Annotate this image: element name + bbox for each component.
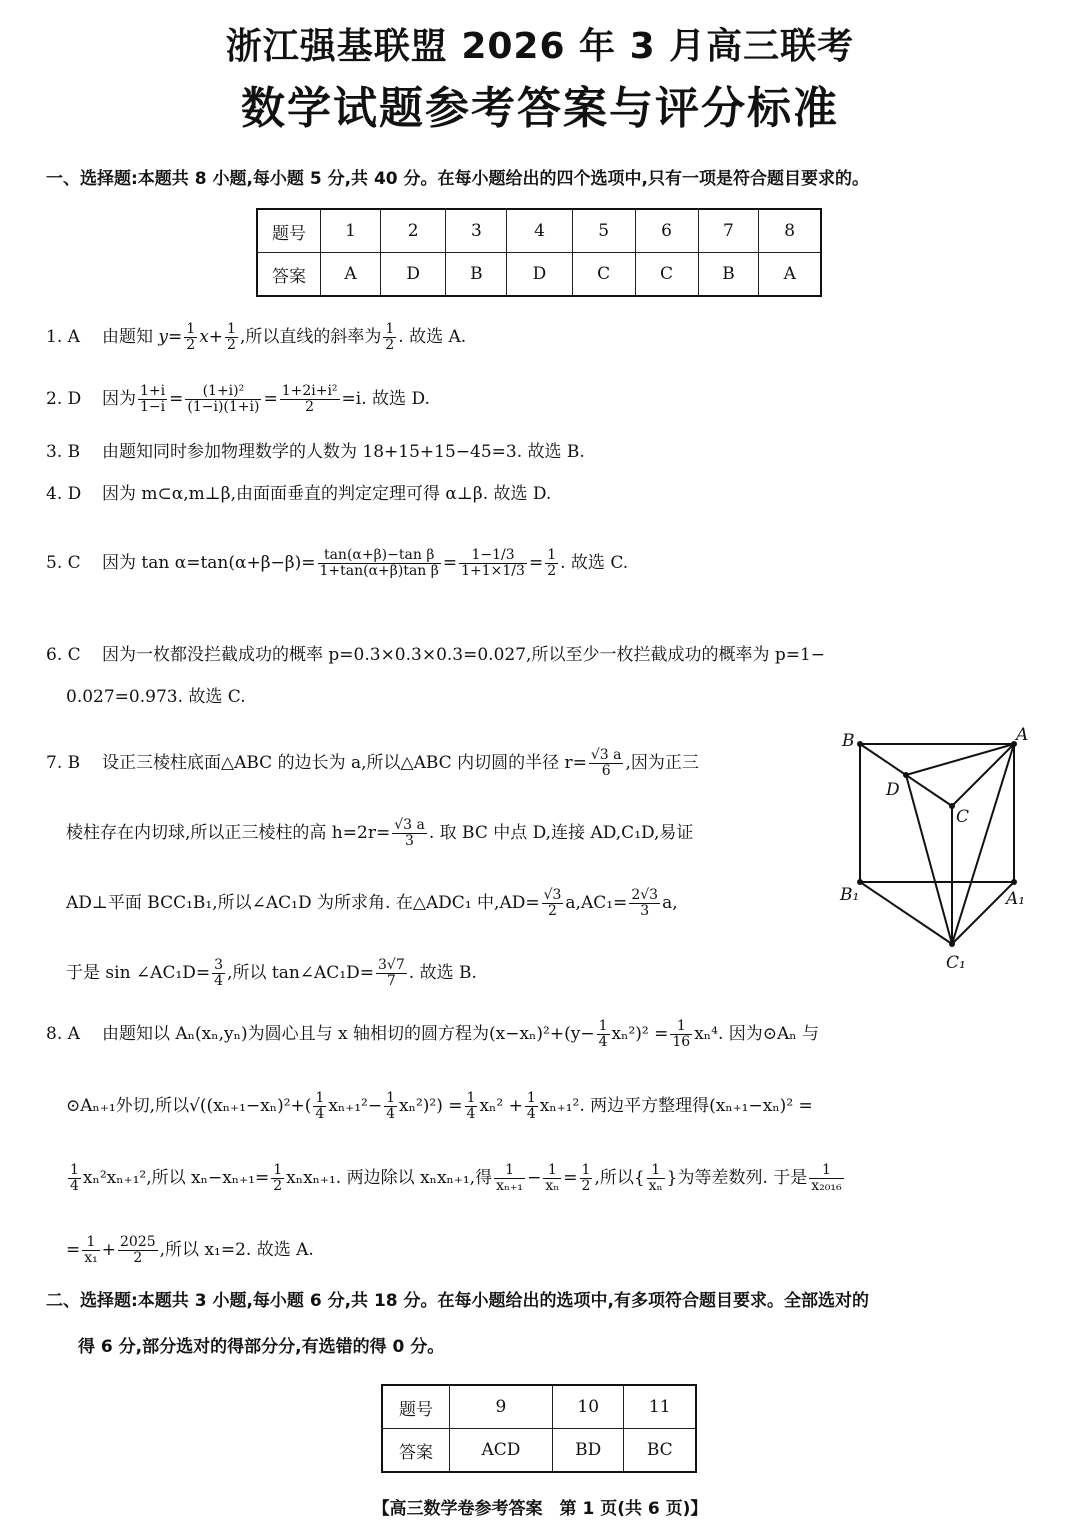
table-row xyxy=(382,1429,696,1473)
table-cell: A xyxy=(759,253,821,297)
table-cell: BD xyxy=(552,1429,624,1473)
section1-heading: 一、选择题:本题共 8 小题,每小题 5 分,共 40 分。在每小题给出的四个选项中,只有一项是符合题目要求的。 xyxy=(46,169,869,189)
table-cell: 2 xyxy=(381,209,446,253)
table-cell: A xyxy=(321,253,381,297)
answer-table-2 xyxy=(381,1384,697,1473)
table-cell: 题号 xyxy=(257,209,321,253)
answer-table-1 xyxy=(256,208,822,297)
table-cell: 8 xyxy=(759,209,821,253)
table-cell: D xyxy=(381,253,446,297)
solution-number: 4. D xyxy=(46,484,82,504)
solution-number: 5. C xyxy=(46,553,81,573)
label-C: C xyxy=(956,807,970,827)
solution-number: 3. B xyxy=(46,442,81,462)
table-cell: D xyxy=(507,253,572,297)
table-cell: BC xyxy=(624,1429,696,1473)
solution-number: 2. D xyxy=(46,389,82,409)
solution-number: 6. C xyxy=(46,645,81,665)
table-cell: 答案 xyxy=(257,253,321,297)
table-row xyxy=(257,253,821,297)
solution-4: 4. D 因为 m⊂α,m⊥β,由面面垂直的判定定理可得 α⊥β. 故选 D. xyxy=(46,484,552,504)
solution-3: 3. B 由题知同时参加物理数学的人数为 18+15+15−45=3. 故选 B. xyxy=(46,442,585,462)
table-cell: ACD xyxy=(450,1429,553,1473)
label-A: A xyxy=(1016,725,1029,745)
table-cell: 9 xyxy=(450,1385,553,1429)
solution-8: 8. A 由题知以 Aₙ(xₙ,yₙ)为圆心且与 x 轴相切的圆方程为(x−xₙ)²+(y− $\frac{1}{4}$ xₙ²)² = $\frac{1}{16}$ xₙ⁴. 因为⊙Aₙ 与 ⊙Aₙ₊₁外切,所以√((xₙ₊₁−xₙ)²+( $\frac{1}{4}$ xₙ₊₁²− $\frac{1}{4}$ xₙ²)²) = $\frac{1}{4}$ xₙ² + $\frac{1}{4}$ xₙ₊₁². 两边平方整理得(xₙ₊₁−xₙ)² = $\frac{1}{4}$ xₙ²xₙ₊₁²,所以 xₙ−xₙ₊₁= $\frac{1}{2}$ xₙxₙ₊₁. 两边除以 xₙxₙ₊₁,得 $\frac{1}{\text{xₙ₊₁}}$ − $\frac{1}{\text{xₙ}}$ = $\frac{1}{2}$ ,所以{ $\frac{1}{\text{xₙ}}$ }为等差数列. 于是 $\frac{1}{\text{x₂₀₁₆}}$ = $\frac{1}{\text{x₁}}$ + $\frac{2025}{2}$ ,所以 x₁=2. 故选 A. xyxy=(46,998,1036,1286)
label-A1: A₁ xyxy=(1006,889,1026,909)
solution-7: 7. B 设正三棱柱底面△ABC 的边长为 a,所以△ABC 内切圆的半径 r= $\frac{√3 a}{6}$ ,因为正三 棱柱存在内切球,所以正三棱柱的高 h=2r= $\frac{√3 a}{3}$ . 取 BC 中点 D,连接 AD,C₁D,易证 AD⊥平面 BCC₁B₁,所以∠AC₁D 为所求角. 在△ADC₁ 中,AD= $\frac{√3}{2}$ a,AC₁= $\frac{2√3}{3}$ a, 于是 sin ∠AC₁D= $\frac{3}{4}$ ,所以 tan∠AC₁D= $\frac{3√7}{7}$ . 故选 B. xyxy=(46,728,826,1008)
table-cell: 7 xyxy=(698,209,759,253)
solution-number: 8. A xyxy=(46,1024,80,1044)
solution-6: 6. C 因为一枚都没拦截成功的概率 p=0.3×0.3×0.3=0.027,所以至少一枚拦截成功的概率为 p=1− 0.027=0.973. 故选 C. xyxy=(46,634,1036,718)
table-cell: 10 xyxy=(552,1385,624,1429)
page-title: 浙江强基联盟 2026 年 3 月高三联考 xyxy=(225,26,855,67)
table-row xyxy=(382,1385,696,1429)
solution-number: 1. A xyxy=(46,327,80,347)
label-D: D xyxy=(886,780,900,800)
label-B: B xyxy=(842,731,855,751)
table-cell: B xyxy=(446,253,507,297)
table-cell: 6 xyxy=(635,209,698,253)
section2-heading: 二、选择题:本题共 3 小题,每小题 6 分,共 18 分。在每小题给出的选项中,有多项符合题目要求。全部选对的 得 6 分,部分选对的得部分分,有选错的得 0 分。 xyxy=(46,1291,869,1357)
prism-figure xyxy=(838,722,1038,974)
table-cell: 答案 xyxy=(382,1429,450,1473)
solution-5: 5. C 因为 tan α=tan(α+β−β)= $\frac{\text{tan(α+β)−tan β}}{\text{1+tan(α+β)tan β}}$ = $\frac{1-1/3}{1+1\times 1/3}$ = $\frac{1}{2}$ . 故选 C. xyxy=(46,547,629,579)
table-cell: C xyxy=(635,253,698,297)
page-footer: 【高三数学卷参考答案 第 1 页(共 6 页)】 xyxy=(372,1499,708,1519)
page-subtitle: 数学试题参考答案与评分标准 xyxy=(241,83,839,134)
table-cell: 11 xyxy=(624,1385,696,1429)
table-cell: 题号 xyxy=(382,1385,450,1429)
label-B1: B₁ xyxy=(840,885,860,905)
solution-number: 7. B xyxy=(46,753,81,773)
solution-1: 1. A 由题知 y= $\frac{1}{2}$ x+ $\frac{1}{2}$ ,所以直线的斜率为 $\frac{1}{2}$ . 故选 A. xyxy=(46,321,467,353)
table-cell: 4 xyxy=(507,209,572,253)
table-cell: 3 xyxy=(446,209,507,253)
label-C1: C₁ xyxy=(946,953,966,973)
table-cell: 1 xyxy=(321,209,381,253)
table-cell: B xyxy=(698,253,759,297)
table-row xyxy=(257,209,821,253)
table-cell: 5 xyxy=(572,209,635,253)
table-cell: C xyxy=(572,253,635,297)
solution-2: 2. D 因为 $\frac{1+i}{1-i}$ = $\frac{\text{(1+i)²}}{(1-i)(1+i)}$ = $\frac{\text{1+2i+i²}}{2}$ =i. 故选 D. xyxy=(46,383,430,415)
